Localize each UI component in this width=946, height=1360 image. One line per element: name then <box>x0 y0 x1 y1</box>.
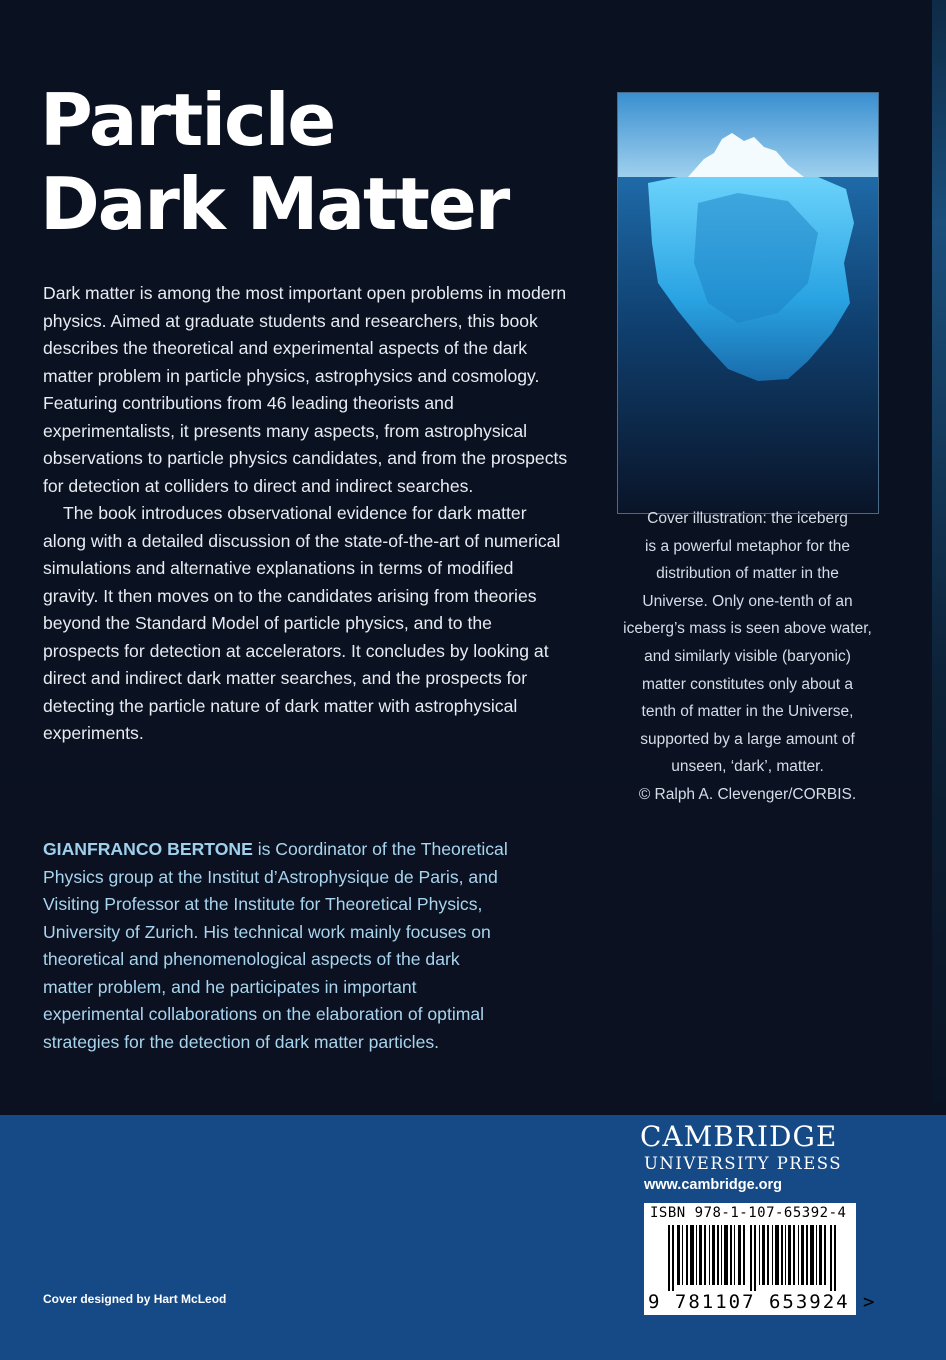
author-bio <box>43 836 513 1056</box>
caption-line: and similarly visible (baryonic) <box>644 647 851 665</box>
publisher-name: CAMBRIDGE <box>640 1120 838 1153</box>
publisher-url[interactable]: www.cambridge.org <box>644 1177 783 1193</box>
book-title <box>40 78 508 246</box>
caption-line: iceberg’s mass is seen above water, <box>623 620 872 638</box>
iceberg-icon <box>618 93 878 513</box>
author-bio-text: is Coordinator of the Theoretical Physics group at the Institut d’Astrophysique de Paris, and Visiting Professor at the Institute for Theoretical Physics, University of Zurich. His technical work mainly focuses on theoretical and phenomenological aspects of the dark matter problem, and he participates in important experimental collaborations on the elaboration of optimal strategies for the detection of dark matter particles. <box>43 839 508 1052</box>
book-description <box>43 280 568 748</box>
barcode-digits: 9 781107 653924 > <box>648 1291 877 1313</box>
caption-line: is a powerful metaphor for the <box>644 537 851 555</box>
caption-line: Cover illustration: the iceberg <box>647 510 848 527</box>
cover-caption <box>615 505 880 809</box>
description-paragraph-1: Dark matter is among the most important open problems in modern physics. Aimed at graduate students and researchers, this book describes the theoretical and experimental aspects of the dark matter problem in particle physics, astrophysics and cosmology. Featuring contributions from 46 leading theorists and experimentalists, it presents many aspects, from astrophysical observations to particle physics candidates, and from the prospects for detection at colliders to direct and indirect searches. <box>43 283 568 496</box>
caption-line: © Ralph A. Clevenger/CORBIS. <box>638 785 857 803</box>
title-line-1: Particle <box>40 78 335 162</box>
spine-edge <box>932 0 946 1115</box>
barcode-icon <box>668 1225 838 1291</box>
caption-line: supported by a large amount of <box>640 730 855 748</box>
publisher-press: UNIVERSITY PRESS <box>644 1154 843 1173</box>
caption-line: matter constitutes only about a <box>641 675 854 693</box>
description-paragraph-2: The book introduces observational evidence for dark matter along with a detailed discussion of the state-of-the-art of numerical simulations and alternative explanations in terms of modified gravity. It then moves on to the candidates arising from theories beyond the Standard Model of particle physics, and to the prospects for detection at accelerators. It concludes by looking at direct and indirect dark matter searches, and the prospects for detecting the particle nature of dark matter with astrophysical experiments. <box>43 503 561 743</box>
caption-line: tenth of matter in the Universe, <box>641 703 854 721</box>
title-line-2: Dark Matter <box>40 162 509 246</box>
isbn-label: ISBN 978-1-107-65392-4 <box>650 1205 847 1221</box>
isbn-barcode-block <box>644 1203 877 1315</box>
author-name: GIANFRANCO BERTONE <box>43 839 253 859</box>
caption-line: Universe. Only one-tenth of an <box>642 592 853 610</box>
iceberg-illustration <box>617 92 879 514</box>
caption-line: distribution of matter in the <box>656 565 839 583</box>
cover-designer-credit: Cover designed by Hart McLeod <box>43 1292 227 1306</box>
publisher-logo <box>640 1120 860 1193</box>
caption-line: unseen, ‘dark’, matter. <box>671 758 824 776</box>
